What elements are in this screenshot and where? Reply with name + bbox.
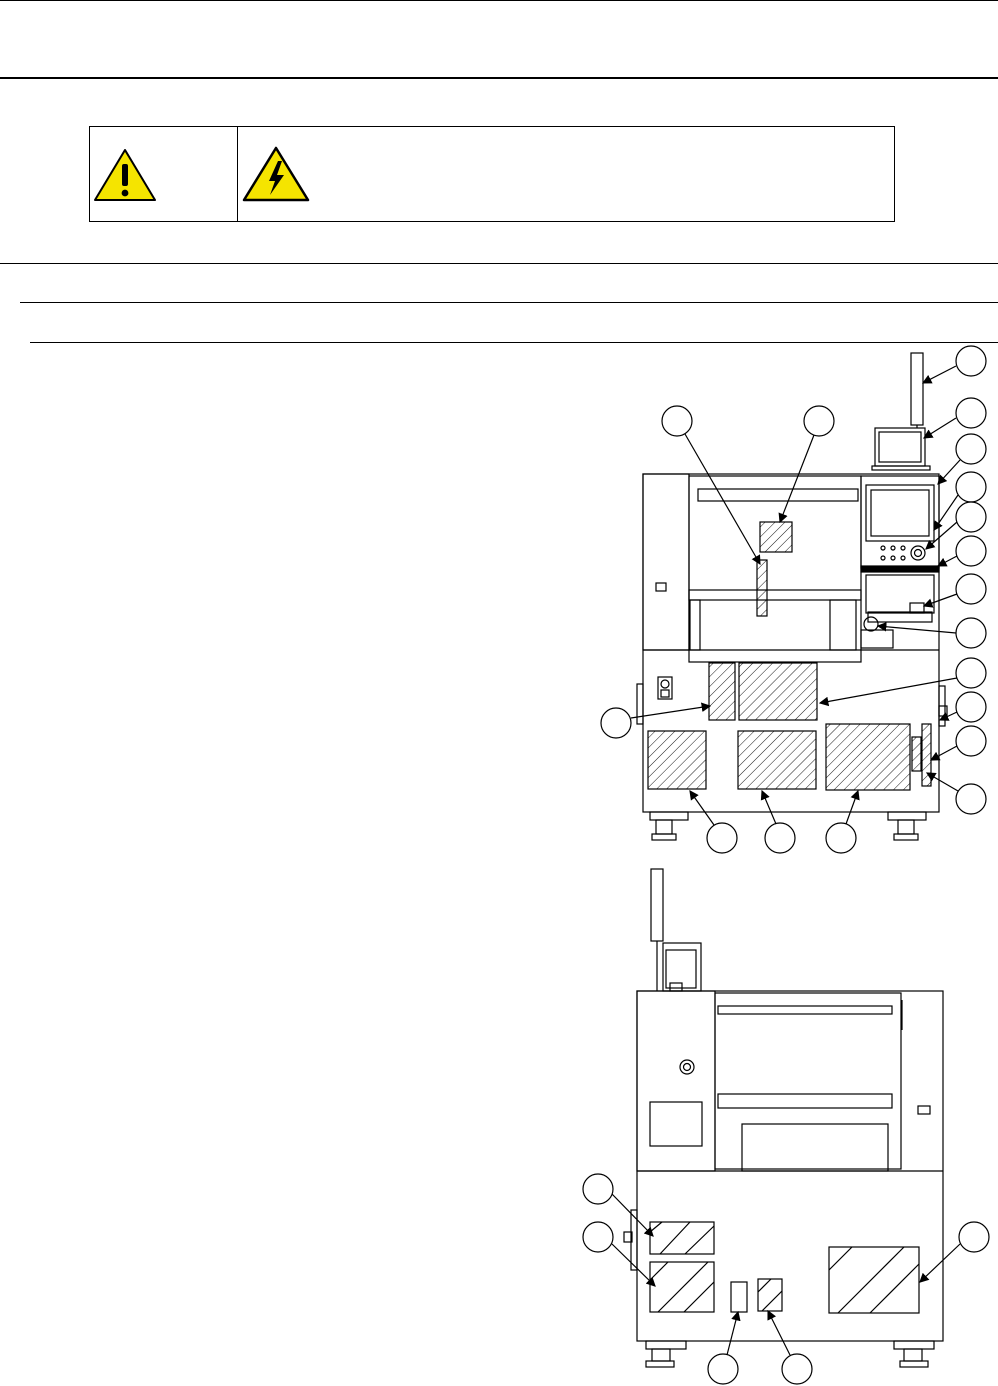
- front-view-drawing: [601, 346, 986, 853]
- electric-shock-icon: [241, 145, 311, 203]
- rear-label-bottom-left: [650, 1262, 714, 1312]
- section-rule: [0, 263, 998, 264]
- header-bottom-rule: [0, 77, 998, 79]
- warning-box: [89, 126, 895, 222]
- rear-label-top-left: [650, 1222, 714, 1254]
- warning-triangle-icon: [92, 147, 158, 203]
- subsection-rule: [20, 302, 998, 303]
- rear-label-small: [758, 1279, 782, 1311]
- rear-label-right: [829, 1247, 919, 1313]
- warning-label-cell: [90, 127, 237, 221]
- warning-divider: [237, 127, 238, 221]
- rear-view-drawing: [583, 869, 989, 1384]
- header-top-rule: [0, 0, 998, 1]
- subsubsection-rule: [30, 342, 998, 343]
